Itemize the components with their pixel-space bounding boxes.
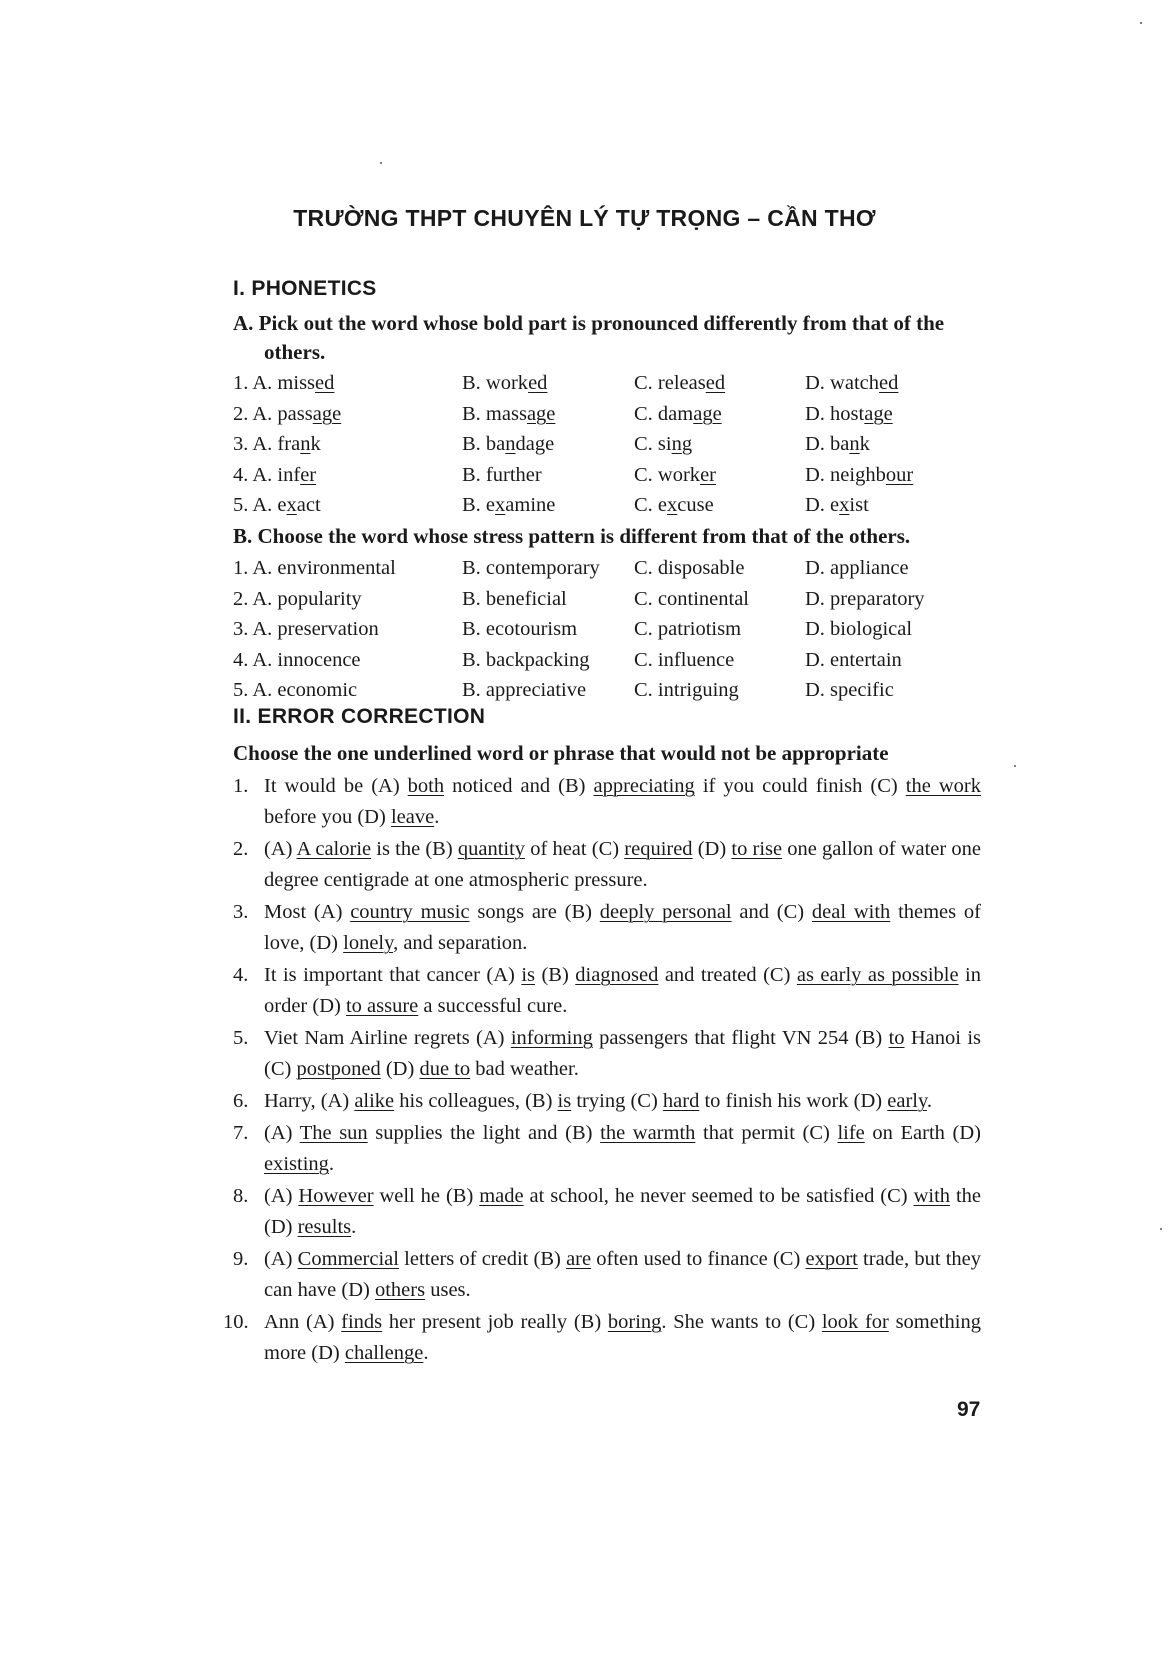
underlined-phrase: early <box>887 1090 927 1112</box>
item-number: 2. <box>233 838 249 860</box>
underlined-part: x <box>839 494 850 516</box>
answer-option: C. disposable <box>634 557 745 579</box>
error-item: 4. It is important that cancer (A) is (B) diagnosed and treated (C) as early as possible in order (D) to assure a successful cure. <box>233 960 981 1022</box>
error-correction-list <box>223 771 981 1370</box>
answer-option: 2. A. popularity <box>233 587 362 610</box>
answer-option: C. worker <box>634 463 716 486</box>
underlined-phrase: results <box>297 1216 352 1238</box>
answer-option: 1. A. environmental <box>233 557 396 579</box>
underlined-part: ed <box>705 372 726 394</box>
underlined-part: ed <box>528 372 548 394</box>
answer-option: B. examine <box>462 494 556 516</box>
answer-option: B. contemporary <box>462 557 600 579</box>
part-a-instruction-line1: A. Pick out the word whose bold part is pronounced differently from that of the <box>233 311 945 335</box>
answer-option: 5. A. economic <box>233 679 358 701</box>
underlined-phrase: others <box>374 1279 426 1301</box>
part-a-instruction-line2: others. <box>264 340 326 364</box>
error-item: 1. It would be (A) both noticed and (B) appreciating if you could finish (C) the work before you (D) leave. <box>233 771 981 833</box>
answer-option: B. further <box>462 463 542 486</box>
underlined-part: age <box>526 402 556 425</box>
underlined-part: ed <box>315 372 335 394</box>
underlined-phrase: made <box>479 1185 524 1207</box>
error-item: 8. (A) However well he (B) made at school, he never seemed to be satisfied (C) with the (D) results. <box>233 1181 981 1243</box>
underlined-phrase: with <box>913 1185 951 1207</box>
item-number: 6. <box>233 1090 249 1112</box>
scan-speck <box>1014 765 1016 767</box>
section-error-correction-heading: II. ERROR CORRECTION <box>233 705 486 728</box>
underlined-phrase: hard <box>662 1090 700 1112</box>
underlined-phrase: the work <box>905 775 981 797</box>
underlined-phrase: to assure <box>345 995 419 1017</box>
answer-option: C. released <box>634 372 726 394</box>
page-number: 97 <box>957 1398 981 1421</box>
underlined-part: x <box>667 494 678 516</box>
underlined-phrase: deal with <box>811 901 891 923</box>
underlined-phrase: boring <box>607 1311 662 1333</box>
answer-option: B. beneficial <box>462 587 567 610</box>
underlined-phrase: Commercial <box>297 1248 399 1270</box>
answer-option: C. intriguing <box>634 679 739 701</box>
underlined-phrase: informing <box>510 1027 593 1049</box>
answer-option: 1. A. missed <box>233 372 335 394</box>
underlined-phrase: quantity <box>457 838 526 860</box>
error-correction-instruction: Choose the one underlined word or phrase that would not be appropriate <box>233 741 889 765</box>
item-number: 8. <box>233 1185 249 1207</box>
underlined-part: er <box>300 463 317 486</box>
underlined-part: age <box>312 402 342 425</box>
underlined-part: n <box>671 433 682 455</box>
scan-speck <box>380 162 382 164</box>
underlined-phrase: life <box>837 1122 865 1144</box>
answer-option: 4. A. infer <box>233 463 317 486</box>
underlined-phrase: is <box>521 964 535 986</box>
underlined-part: ed <box>879 372 899 394</box>
underlined-phrase: export <box>805 1248 858 1270</box>
answer-option: B. appreciative <box>462 679 587 701</box>
error-item: 10. Ann (A) finds her present job really (B) boring. She wants to (C) look for something more (D) challenge. <box>233 1307 981 1369</box>
error-item: 2. (A) A calorie is the (B) quantity of heat (C) required (D) to rise one gallon of water one degree centigrade at one atmospheric pressure. <box>233 834 981 896</box>
item-number: 5. <box>233 1027 249 1049</box>
underlined-phrase: is <box>557 1090 572 1112</box>
item-number: 4. <box>233 964 249 986</box>
underlined-phrase: to <box>888 1027 905 1049</box>
page-title: TRƯỜNG THPT CHUYÊN LÝ TỰ TRỌNG – CẦN THƠ <box>293 205 876 231</box>
underlined-phrase: leave <box>390 806 435 828</box>
answer-option: B. backpacking <box>462 648 590 671</box>
answer-option: 2. A. passage <box>233 402 342 425</box>
item-number: 9. <box>233 1248 249 1270</box>
answer-option: C. continental <box>634 587 750 610</box>
answer-option: D. preparatory <box>805 587 925 610</box>
underlined-phrase: challenge <box>344 1342 424 1364</box>
answer-option: D. entertain <box>805 648 902 671</box>
answer-option: D. appliance <box>805 557 909 579</box>
answer-option: C. influence <box>634 648 735 671</box>
answer-option: D. watched <box>805 372 899 394</box>
answer-option: 3. A. preservation <box>233 618 379 640</box>
error-item: 6. Harry, (A) alike his colleagues, (B) is trying (C) hard to finish his work (D) early. <box>233 1086 981 1117</box>
underlined-phrase: However <box>298 1185 374 1207</box>
answer-option: D. exist <box>805 494 869 516</box>
scan-speck <box>1140 22 1142 24</box>
underlined-part: n <box>505 433 516 455</box>
answer-option: B. bandage <box>462 433 555 455</box>
answer-option: B. worked <box>462 372 548 394</box>
underlined-phrase: existing <box>264 1153 329 1175</box>
scan-speck <box>1160 1228 1162 1230</box>
underlined-phrase: A calorie <box>296 838 372 860</box>
answer-option: 5. A. exact <box>233 494 321 516</box>
answer-option: C. damage <box>634 402 722 425</box>
answer-option: 3. A. frank <box>233 433 321 455</box>
underlined-part: our <box>885 463 914 486</box>
underlined-phrase: look for <box>821 1311 889 1333</box>
error-item: 5. Viet Nam Airline regrets (A) informing passengers that flight VN 254 (B) to Hanoi is (C) postponed (D) due to bad weather. <box>233 1023 981 1085</box>
underlined-part: x <box>495 494 506 516</box>
answer-option: D. hostage <box>805 402 893 425</box>
underlined-phrase: lonely <box>343 932 394 954</box>
item-number: 3. <box>233 901 249 923</box>
underlined-phrase: diagnosed <box>575 964 659 986</box>
item-number: 1. <box>233 775 249 797</box>
underlined-part: age <box>693 402 722 425</box>
underlined-phrase: appreciating <box>593 775 695 797</box>
underlined-part: x <box>286 494 297 516</box>
underlined-phrase: are <box>566 1248 592 1270</box>
section-phonetics-heading: I. PHONETICS <box>233 277 377 300</box>
underlined-phrase: deeply personal <box>599 901 732 923</box>
underlined-part: n <box>849 433 860 455</box>
underlined-part: er <box>700 463 716 486</box>
error-item: 9. (A) Commercial letters of credit (B) are often used to finance (C) export trade, but they can have (D) others uses. <box>233 1244 981 1306</box>
underlined-phrase: The sun <box>299 1122 368 1144</box>
answer-option: D. bank <box>805 433 870 455</box>
answer-option: C. patriotism <box>634 618 742 640</box>
item-number: 7. <box>233 1122 249 1144</box>
underlined-phrase: as early as possible <box>796 964 959 986</box>
part-a-instruction <box>233 311 944 365</box>
answer-option: C. excuse <box>634 494 714 516</box>
answer-option: D. neighbour <box>805 463 914 486</box>
underlined-phrase: country music <box>350 901 470 923</box>
underlined-phrase: the warmth <box>600 1122 696 1144</box>
item-number: 10. <box>223 1311 249 1333</box>
answer-option: B. ecotourism <box>462 618 578 640</box>
part-b-instruction: B. Choose the word whose stress pattern is different from that of the others. <box>233 524 911 548</box>
underlined-part: n <box>300 433 311 455</box>
answer-option: D. biological <box>805 618 913 640</box>
answer-option: C. sing <box>634 433 693 455</box>
underlined-phrase: postponed <box>296 1058 381 1080</box>
underlined-phrase: to rise <box>731 838 783 860</box>
underlined-part: age <box>864 402 893 425</box>
answer-option: B. massage <box>462 402 556 425</box>
underlined-phrase: required <box>624 838 693 860</box>
underlined-phrase: alike <box>354 1090 395 1112</box>
error-item: 3. Most (A) country music songs are (B) deeply personal and (C) deal with themes of love, (D) lonely, and separation. <box>233 897 981 959</box>
underlined-phrase: both <box>407 775 445 797</box>
answer-option: D. specific <box>805 679 894 701</box>
underlined-phrase: finds <box>341 1311 383 1333</box>
answer-option: 4. A. innocence <box>233 648 361 671</box>
error-item: 7. (A) The sun supplies the light and (B) the warmth that permit (C) life on Earth (D) existing. <box>233 1118 981 1180</box>
underlined-phrase: due to <box>419 1058 471 1080</box>
